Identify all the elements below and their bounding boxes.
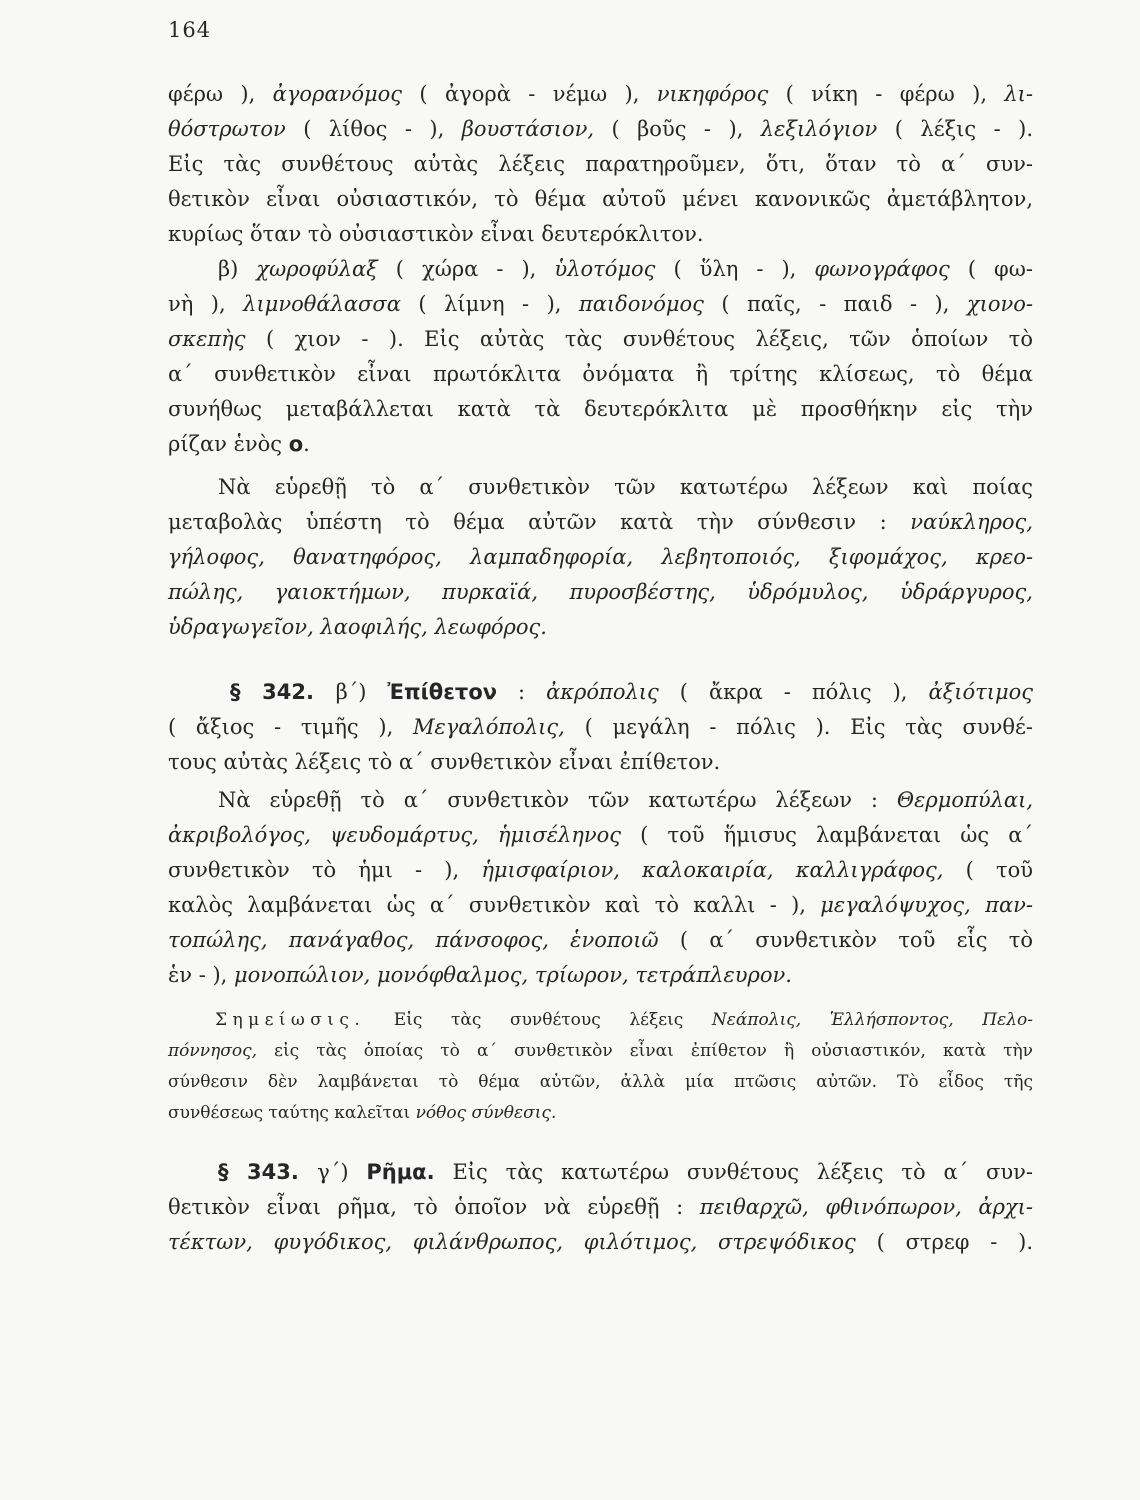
text-run: κυρίως ὅταν τὸ οὐσιαστικὸν εἶναι δευτερόκλιτον. [168,222,704,246]
text-line [168,923,1033,958]
italic-term: νικηφόρος [656,82,769,106]
italic-term: νόθος σύνθεσις. [415,1103,557,1123]
paragraph-continuation [168,77,1033,252]
section-343 [168,1155,1033,1260]
text-line [168,783,1033,818]
text-run: ( χιον - ). Εἰς αὐτὰς τὰς συνθέτους λέξεις, τῶν ὁποίων τὸ [245,327,1033,351]
text-run: καλὸς λαμβάνεται ὡς α΄ συνθετικὸν καὶ τὸ καλλι - ), [168,893,821,917]
italic-term: παιδονόμος [578,292,704,316]
text-line [168,182,1033,217]
text-run: θετικὸν εἶναι οὐσιαστικόν, τὸ θέμα αὐτοῦ μένει κανονικῶς ἀμετάβλητον, [168,187,1033,211]
text-run: Νὰ εὑρεθῇ τὸ α΄ συνθετικὸν τῶν κατωτέρω λέξεων καὶ ποίας [218,475,1033,499]
text-line [168,147,1033,182]
text-run: συνήθως μεταβάλλεται κατὰ τὰ δευτερόκλιτα μὲ προσθήκην εἰς τὴν [168,397,1033,421]
text-line [168,505,1033,540]
italic-term: πειθαρχῶ, φθινόπωρον, ἀρχι- [699,1195,1033,1219]
bold-heading: ο [288,432,304,456]
text-run: νὴ ), [168,292,244,316]
italic-term: θόστρωτον [168,117,286,141]
text-line [168,392,1033,427]
bold-heading: Ἐπίθετον [387,680,498,704]
italic-term: μονοπώλιον, μονόφθαλμος, τρίωρον, τετράπλευρον. [234,963,792,987]
text-run: ( παῖς, - παιδ - ), [703,292,967,316]
italic-term: ὑδραγωγεῖον, λαοφιλής, λεωφόρος. [168,615,547,639]
text-line [168,888,1033,923]
text-run: ( ἄκρα - πόλις ), [658,680,929,704]
italic-term: σκεπὴς [168,327,246,351]
spaced-label: Σημείωσις. [215,1010,366,1030]
bold-heading: § 342. [230,680,336,704]
text-run: τους αὐτὰς λέξεις τὸ α΄ συνθετικὸν εἶναι ἐπίθετον. [168,750,721,774]
bold-heading: Ρῆμα. [366,1160,435,1184]
text-run: ( τοῦ [943,858,1033,882]
text-line [168,1190,1033,1225]
text-line [168,710,1033,745]
text-run: ( στρεφ - ). [855,1230,1033,1254]
text-line [168,818,1033,853]
text-run: συνθέσεως ταύτης καλεῖται [168,1103,416,1123]
italic-term: τοπώλης, πανάγαθος, πάνσοφος, ἑνοποιῶ [168,928,659,952]
italic-term: γήλοφος, θανατηφόρος, λαμπαδηφορία, λεβητοποιός, ξιφομάχος, κρεο- [168,545,1033,569]
text-line [168,322,1033,357]
text-run: β) [218,257,257,281]
text-line [168,357,1033,392]
text-line [168,958,1033,993]
text-line [168,575,1033,610]
page-number: 164 [168,18,212,42]
italic-term: τέκτων, φυγόδικος, φιλάνθρωπος, φιλότιμος, στρεψόδικος [168,1230,856,1254]
italic-term: ὑλοτόμος [554,257,656,281]
text-line [168,745,1033,780]
italic-term: χιονο- [966,292,1033,316]
italic-term: μεγαλόψυχος, παν- [820,893,1033,917]
text-run: ( λίθος - ), [285,117,462,141]
text-run: ( νίκη - φέρω ), [768,82,1005,106]
text-run: ( ἄξιος - τιμῆς ), [168,715,413,739]
text-run: β΄) [335,680,388,704]
text-run: ( ἀγορὰ - νέμω ), [402,82,657,106]
italic-term: πώλης, γαιοκτήμων, πυρκαϊά, πυροσβέστης, ὑδρόμυλος, ὑδράργυρος, [168,580,1033,604]
text-run: ( ὕλη - ), [655,257,815,281]
text-run: Εἰς τὰς συνθέτους αὐτὰς λέξεις παρατηροῦμεν, ὅτι, ὅταν τὸ α΄ συν- [168,152,1033,176]
paragraph-exercise-1 [168,470,1033,645]
section-342 [168,675,1033,780]
italic-term: ἀκρόπολις [546,680,659,704]
text-run: ( λέξις - ). [877,117,1034,141]
text-run: φέρω ), [168,82,273,106]
bold-heading: § 343. [218,1160,318,1184]
text-run: ( βοῦς - ), [594,117,761,141]
text-line [168,252,1033,287]
text-line [168,1225,1033,1260]
italic-term: χωροφύλαξ [256,257,378,281]
paragraph-exercise-2 [168,783,1033,993]
text-line [168,287,1033,322]
text-run: ( λίμνη - ), [400,292,579,316]
text-line [168,610,1033,645]
italic-term: φωνογράφος [814,257,950,281]
text-line [168,853,1033,888]
text-run: θετικὸν εἶναι ρῆμα, τὸ ὁποῖον νὰ εὑρεθῇ : [168,1195,700,1219]
italic-term: Μεγαλόπολις, [412,715,565,739]
paragraph-beta [168,252,1033,462]
italic-term: λι- [1004,82,1034,106]
text-run: α΄ συνθετικὸν εἶναι πρωτόκλιτα ὀνόματα ἢ τρίτης κλίσεως, τὸ θέμα [168,362,1033,386]
italic-term: ναύκληρος, [910,510,1033,534]
text-run: ( α΄ συνθετικὸν τοῦ εἷς τὸ [658,928,1033,952]
text-run: Εἰς τὰς κατωτέρω συνθέτους λέξεις τὸ α΄ συν- [434,1160,1034,1184]
text-run: ( φω- [949,257,1033,281]
note-paragraph [168,1005,1033,1129]
text-run: Εἰς τὰς συνθέτους λέξεις [365,1010,712,1030]
text-run: ( τοῦ ἥμισυς λαμβάνεται ὡς α΄ [621,823,1033,847]
text-run: Νὰ εὑρεθῇ τὸ α΄ συνθετικὸν τῶν κατωτέρω λέξεων : [218,788,897,812]
text-run: ( μεγάλη - πόλις ). Εἰς τὰς συνθέ- [564,715,1033,739]
italic-term: λιμνοθάλασσα [243,292,401,316]
text-run: . [303,432,310,456]
text-line [168,540,1033,575]
text-run: συνθετικὸν τὸ ἡμι - ), [168,858,482,882]
text-run: ( χώρα - ), [377,257,555,281]
text-line [168,217,1033,252]
italic-term: ἀξιότιμος [928,680,1033,704]
text-line [168,1067,1033,1098]
text-run: μεταβολὰς ὑπέστη τὸ θέμα αὐτῶν κατὰ τὴν σύνθεσιν : [168,510,911,534]
italic-term: Νεάπολις, Ἑλλήσποντος, Πελο- [711,1010,1033,1030]
text-run: : [497,680,547,704]
text-line [168,470,1033,505]
text-line [168,1036,1033,1067]
text-run: γ΄) [317,1160,367,1184]
text-line [168,77,1033,112]
italic-term: ἀκριβολόγος, ψευδομάρτυς, ἡμισέληνος [168,823,622,847]
italic-term: λεξιλόγιον [760,117,878,141]
italic-term: Θερμοπύλαι, [896,788,1033,812]
text-run: σύνθεσιν δὲν λαμβάνεται τὸ θέμα αὐτῶν, ἀλλὰ μία πτῶσις αὐτῶν. Τὸ εἶδος τῆς [168,1072,1033,1092]
italic-term: βουστάσιον, [461,117,595,141]
text-line [168,427,1033,462]
italic-term: πόννησος, [168,1041,258,1061]
text-line [168,1155,1033,1190]
text-run: ρίζαν ἑνὸς [168,432,289,456]
text-line [168,675,1033,710]
italic-term: ἡμισφαίριον, καλοκαιρία, καλλιγράφος, [481,858,944,882]
italic-term: ἀγορανόμος [272,82,403,106]
text-run: ἑν - ), [168,963,235,987]
text-line [168,1098,1033,1129]
text-run: εἰς τὰς ὁποίας τὸ α΄ συνθετικὸν εἶναι ἐπίθετον ἢ οὐσιαστικόν, κατὰ τὴν [257,1041,1033,1061]
text-line [168,112,1033,147]
text-line [168,1005,1033,1036]
